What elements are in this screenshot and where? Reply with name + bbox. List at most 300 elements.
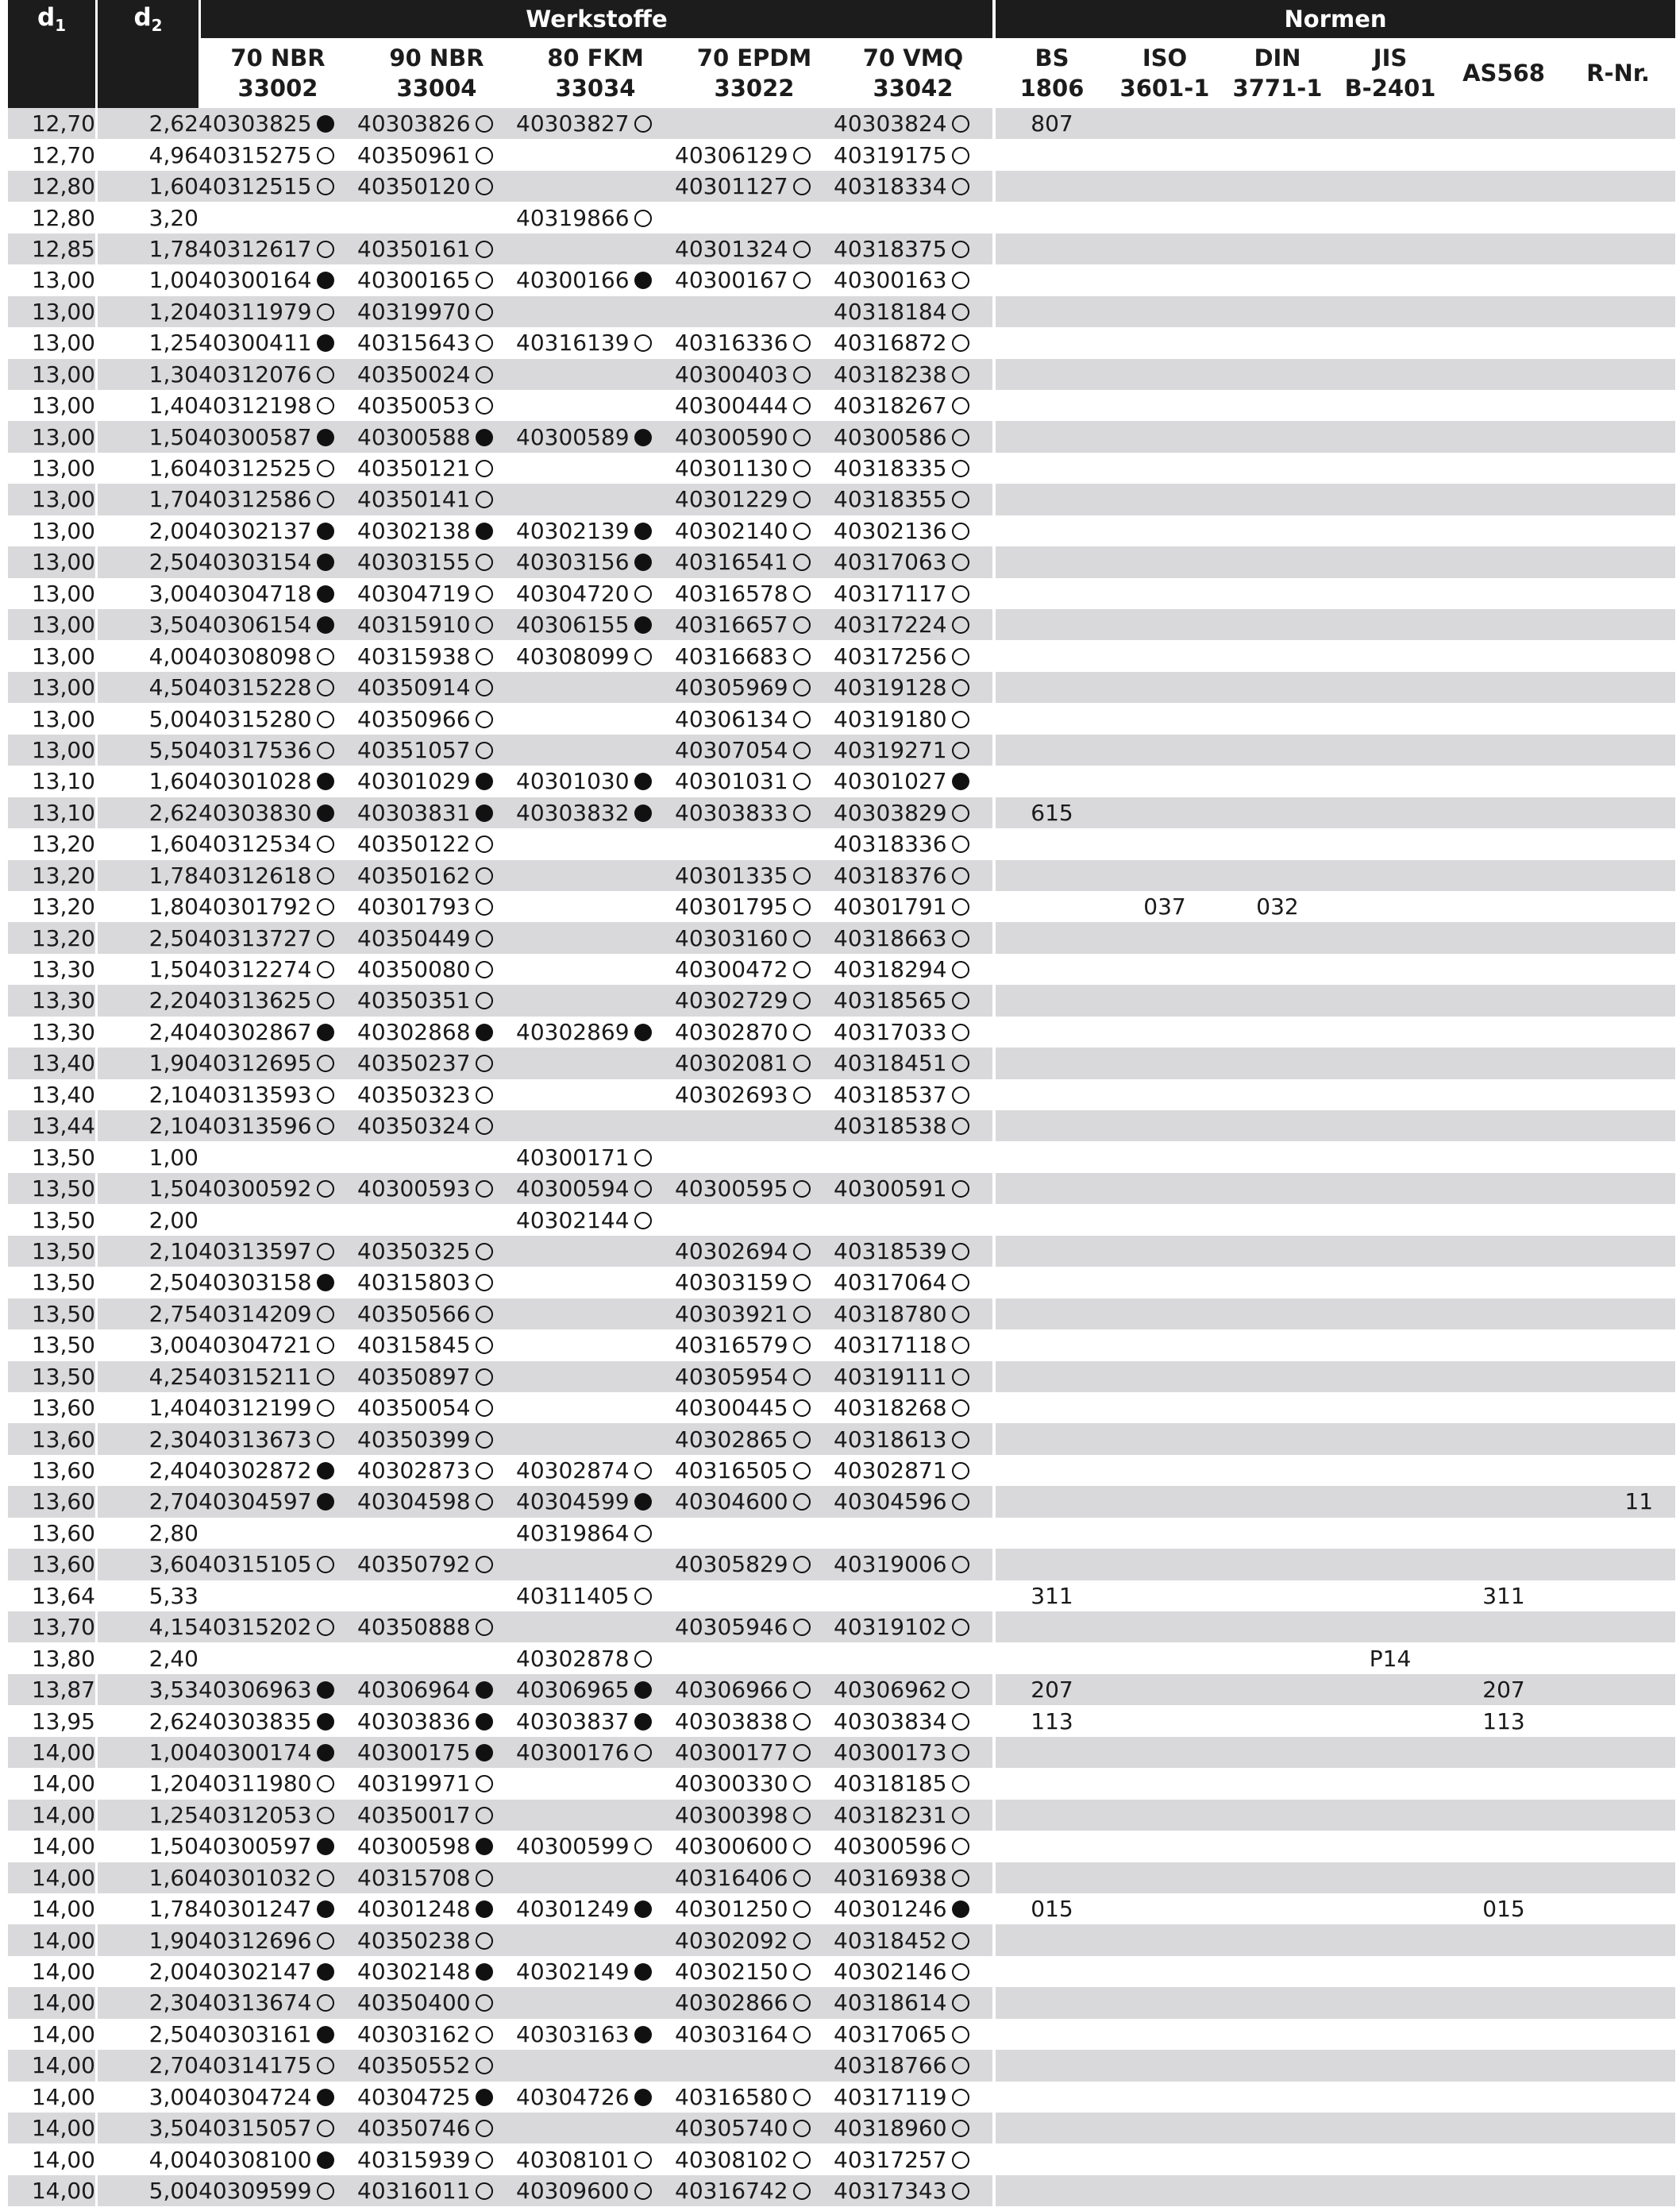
stock-open-circle-icon [476,1274,493,1291]
article-number: 40350351 [357,987,471,1014]
cell-material [198,1549,357,1580]
cell-material [357,2082,516,2113]
cell-norm [1447,2143,1561,2174]
cell-d1: 14,00 [8,1800,95,1831]
stock-open-circle-icon [634,1525,652,1542]
cell-material [834,1361,992,1392]
stock-open-circle-icon [317,898,334,916]
article-number: 40300588 [357,423,471,450]
stock-open-circle-icon [793,1274,811,1291]
cell-d1: 12,80 [8,171,95,202]
stock-open-circle-icon [952,1431,969,1449]
table-row [8,2143,1675,2174]
cell-norm [1108,1924,1221,1955]
table-row [8,2050,1675,2081]
cell-norm [1334,1423,1447,1454]
table-row [8,1017,1675,1048]
material-header-90nbr: 90 NBR 33004 [357,38,516,108]
cell-material [516,1642,675,1673]
stock-filled-circle-icon [317,616,334,634]
cell-norm [1334,2082,1447,2113]
article-number: 40315643 [357,330,471,357]
cell-norm [1334,609,1447,640]
article-number: 40311979 [198,298,312,325]
cell-norm [1108,171,1221,202]
cell-norm [1561,1737,1675,1768]
stock-open-circle-icon [476,334,493,352]
article-number: 40318185 [834,1770,947,1797]
cell-norm [1221,766,1334,797]
article-number: 40350888 [357,1614,471,1641]
cell-norm [1334,327,1447,358]
cell-material [834,1141,992,1172]
stock-open-circle-icon [317,930,334,947]
cell-norm [1108,922,1221,953]
article-number: 40318537 [834,1081,947,1108]
article-number: 40305954 [675,1363,788,1390]
cell-material [834,1079,992,1110]
article-number: 40302137 [198,517,312,544]
cell-norm [996,2175,1108,2206]
cell-norm [996,327,1108,358]
cell-material [516,828,675,859]
cell-material [834,1329,992,1360]
article-number: 40317119 [834,2083,947,2110]
cell-d2: 1,25 [95,327,198,358]
article-number: 40316872 [834,330,947,357]
cell-d1: 13,50 [8,1361,95,1392]
cell-norm [996,2082,1108,2113]
stock-open-circle-icon [793,2151,811,2169]
cell-d1: 14,00 [31,2146,95,2173]
cell-material [198,1298,357,1329]
cell-norm [1447,421,1561,452]
cell-material [357,390,516,421]
cell-material [198,1455,357,1486]
cell-d1: 13,00 [31,517,95,544]
cell-material [198,264,357,295]
table-row [8,2175,1675,2206]
cell-norm [1334,139,1447,170]
stock-open-circle-icon [952,1556,969,1573]
cell-norm [1561,421,1675,452]
article-number: 40350914 [357,674,471,701]
cell-material [357,1862,516,1893]
cell-norm [1447,1768,1561,1799]
table-row [8,828,1675,859]
stock-filled-circle-icon [952,1900,969,1918]
cell-norm [1334,546,1447,577]
article-number: 40302144 [516,1206,630,1233]
cell-norm [1447,640,1561,671]
cell-norm [1221,2113,1334,2143]
stock-filled-circle-icon [317,1493,334,1511]
cell-norm [1108,954,1221,985]
cell-material [357,1423,516,1454]
article-number: 40317224 [834,612,947,639]
cell-norm [1561,828,1675,859]
cell-material [834,1642,992,1673]
cell-material [357,1580,516,1611]
cell-norm [1447,515,1561,546]
stock-filled-circle-icon [634,773,652,790]
cell-norm: 11 [1561,1486,1675,1517]
stock-open-circle-icon [317,1556,334,1573]
cell-material [834,233,992,264]
cell-norm [1108,1361,1221,1392]
cell-norm [1334,922,1447,953]
article-number: 40304599 [516,1488,630,1515]
article-number: 40316541 [675,549,788,576]
cell-norm [1561,1298,1675,1329]
cell-d2: 1,60 [95,766,198,797]
stock-open-circle-icon [793,334,811,352]
stock-open-circle-icon [952,523,969,540]
cell-material [357,1987,516,2018]
cell-d1: 13,60 [31,1519,95,1546]
cell-d1: 13,30 [31,1018,95,1045]
article-number: 40350400 [357,1989,471,2016]
article-number: 40303831 [357,799,471,826]
cell-norm [1221,1580,1334,1611]
stock-open-circle-icon [952,1306,969,1323]
cell-material [834,1048,992,1078]
cell-material [516,1737,675,1768]
stock-open-circle-icon [952,805,969,822]
cell-d2: 3,20 [95,202,198,233]
cell-norm [1561,2175,1675,2206]
cell-material [357,546,516,577]
stock-open-circle-icon [793,1807,811,1824]
stock-filled-circle-icon [317,2089,334,2106]
stock-open-circle-icon [793,1994,811,2012]
cell-material [198,1956,357,1987]
article-number: 40313597 [198,1237,312,1264]
cell-norm [996,1204,1108,1235]
stock-open-circle-icon [952,1994,969,2012]
cell-material [834,1455,992,1486]
stock-open-circle-icon [476,867,493,885]
stock-open-circle-icon [952,679,969,696]
stock-open-circle-icon [793,460,811,477]
cell-d1: 13,60 [31,1457,95,1484]
stock-open-circle-icon [476,1117,493,1135]
cell-material [198,1862,357,1893]
article-number: 40303159 [675,1269,788,1296]
cell-norm [1108,546,1221,577]
norm-header-as568: AS568 [1447,38,1561,108]
cell-norm [1221,922,1334,953]
cell-material [675,264,834,295]
cell-norm [1108,2050,1221,2081]
cell-norm: 207 [1447,1674,1561,1705]
stock-filled-circle-icon [317,585,334,603]
cell-material [357,766,516,797]
cell-d1: 14,00 [8,2050,95,2081]
cell-material [675,1110,834,1141]
stock-open-circle-icon [476,1619,493,1636]
cell-norm [1447,1141,1561,1172]
stock-open-circle-icon [952,616,969,634]
cell-material [357,2175,516,2206]
cell-d1: 13,50 [8,1173,95,1204]
cell-material [834,1017,992,1048]
cell-material [357,735,516,766]
table-row [8,672,1675,703]
cell-material [675,202,834,233]
cell-norm [1561,2082,1675,2113]
stock-open-circle-icon [317,178,334,195]
article-number: 40318614 [834,1989,947,2016]
cell-norm [1108,2019,1221,2050]
cell-material [834,1173,992,1204]
stock-open-circle-icon [317,1775,334,1792]
cell-norm [1108,1110,1221,1141]
cell-norm [1447,922,1561,953]
cell-norm [1447,1110,1561,1141]
cell-norm [1447,1831,1561,1862]
cell-material [198,1831,357,1862]
cell-norm [996,2143,1108,2174]
cell-d2: 1,00 [95,264,198,295]
cell-norm [1108,327,1221,358]
cell-norm [1447,546,1561,577]
stock-open-circle-icon [793,272,811,289]
cell-norm [1221,233,1334,264]
article-number: 40303836 [357,1707,471,1734]
cell-norm [996,1423,1108,1454]
table-row [8,1611,1675,1642]
cell-material [675,1329,834,1360]
cell-norm [1108,1580,1221,1611]
stock-open-circle-icon [476,835,493,853]
cell-material [675,1924,834,1955]
group-norms: Normen [996,0,1675,38]
cell-material [675,1486,834,1517]
cell-material [675,1674,834,1705]
cell-norm [996,2050,1108,2081]
cell-norm [1447,108,1561,139]
article-number: 40303826 [357,110,471,137]
cell-norm [1561,1079,1675,1110]
cell-norm [1334,1298,1447,1329]
cell-norm [1221,484,1334,515]
cell-material [516,296,675,327]
table-row [8,2019,1675,2050]
oring-table [8,0,1675,2206]
cell-norm [1108,1831,1221,1862]
cell-norm [1334,1079,1447,1110]
cell-material [516,578,675,609]
cell-norm [1334,1329,1447,1360]
article-number: 40304596 [834,1488,947,1515]
table-row [8,1236,1675,1267]
article-number: 40300444 [675,392,788,419]
cell-norm [1447,1862,1561,1893]
cell-material [516,2143,675,2174]
table-row [8,1392,1675,1423]
cell-d1: 13,00 [31,455,95,482]
stock-filled-circle-icon [317,1963,334,1981]
stock-filled-circle-icon [476,773,493,790]
cell-norm [996,954,1108,985]
cell-norm [1334,1361,1447,1392]
cell-material [516,1329,675,1360]
cell-norm [996,484,1108,515]
stock-open-circle-icon [476,2182,493,2200]
cell-material [198,640,357,671]
cell-d2: 1,00 [95,1737,198,1768]
article-number: 40318452 [834,1927,947,1954]
cell-norm [1221,1267,1334,1298]
table-row [8,1141,1675,1172]
article-number: 40300164 [198,267,312,294]
article-number: 40315105 [198,1551,312,1578]
cell-norm [1108,202,1221,233]
article-number: 40350080 [357,956,471,983]
article-number: 40303829 [834,799,947,826]
stock-open-circle-icon [952,1681,969,1699]
cell-material [198,202,357,233]
stock-open-circle-icon [476,1462,493,1480]
stock-open-circle-icon [476,1368,493,1386]
cell-material [675,1580,834,1611]
cell-material [198,735,357,766]
cell-material [357,985,516,1016]
article-number: 40302694 [675,1237,788,1264]
stock-open-circle-icon [952,2057,969,2074]
article-number: 40350161 [357,235,471,262]
cell-norm [1108,1800,1221,1831]
article-number: 40306964 [357,1677,471,1704]
cell-material [834,1486,992,1517]
cell-d1: 14,00 [8,2175,95,2206]
cell-norm [1221,797,1334,828]
cell-material [198,1110,357,1141]
cell-material [675,1423,834,1454]
cell-material [357,860,516,891]
cell-material [357,609,516,640]
cell-norm [1108,766,1221,797]
cell-d2: 2,30 [95,1987,198,2018]
stock-filled-circle-icon [634,2089,652,2106]
article-number: 40316406 [675,1864,788,1891]
cell-material [357,1236,516,1267]
stock-filled-circle-icon [634,272,652,289]
stock-open-circle-icon [634,115,652,133]
cell-material [675,1737,834,1768]
stock-open-circle-icon [952,1462,969,1480]
article-number: 40319866 [516,204,630,231]
article-number: 40313727 [198,924,312,951]
article-number: 40302081 [675,1050,788,1077]
cell-material [516,1486,675,1517]
table-body [8,108,1675,2206]
cell-norm [1108,2143,1221,2174]
cell-norm [1447,1800,1561,1831]
cell-material [834,1862,992,1893]
stock-open-circle-icon [952,303,969,321]
cell-norm [1108,1017,1221,1048]
article-number: 40301127 [675,173,788,200]
cell-d1: 14,00 [8,1862,95,1893]
article-number: 40312515 [198,173,312,200]
stock-open-circle-icon [793,1431,811,1449]
cell-norm [1334,1048,1447,1078]
stock-open-circle-icon [476,272,493,289]
stock-open-circle-icon [317,1994,334,2012]
stock-open-circle-icon [476,992,493,1009]
stock-open-circle-icon [317,1431,334,1449]
cell-material [675,233,834,264]
cell-material [675,1893,834,1924]
cell-d1: 13,44 [8,1110,95,1141]
cell-norm [996,1924,1108,1955]
stock-open-circle-icon [952,1024,969,1041]
cell-d1: 14,00 [31,2020,95,2047]
cell-norm [1447,139,1561,170]
cell-norm [1447,171,1561,202]
cell-norm [1447,828,1561,859]
stock-filled-circle-icon [317,1274,334,1291]
stock-open-circle-icon [952,1775,969,1792]
stock-open-circle-icon [317,241,334,258]
cell-material [834,1987,992,2018]
stock-open-circle-icon [952,1274,969,1291]
article-number: 40300590 [675,423,788,450]
article-number: 40303838 [675,1707,788,1734]
cell-material [357,640,516,671]
stock-open-circle-icon [793,805,811,822]
cell-norm [1221,1705,1334,1736]
stock-open-circle-icon [476,1807,493,1824]
cell-d2: 1,50 [95,954,198,985]
cell-material [357,171,516,202]
cell-d2: 2,70 [95,1486,198,1517]
cell-material [198,922,357,953]
cell-norm [1221,735,1334,766]
stock-open-circle-icon [793,616,811,634]
article-number: 40300587 [198,423,312,450]
cell-norm [1221,860,1334,891]
cell-norm [1334,171,1447,202]
table-row [8,1862,1675,1893]
cell-norm [1561,735,1675,766]
cell-norm [1561,1423,1675,1454]
stock-open-circle-icon [317,711,334,728]
cell-norm [1447,359,1561,390]
norm-header-rnr: R-Nr. [1561,38,1675,108]
cell-norm [1108,1737,1221,1768]
cell-norm [996,546,1108,577]
cell-norm [1334,797,1447,828]
article-number: 40306962 [834,1677,947,1704]
cell-norm [996,1329,1108,1360]
cell-d1: 13,50 [31,1144,95,1171]
cell-norm [1108,1862,1221,1893]
cell-norm [1334,703,1447,734]
article-number: 40350966 [357,705,471,732]
article-number: 40316505 [675,1457,788,1484]
stock-open-circle-icon [793,1744,811,1761]
stock-open-circle-icon [952,992,969,1009]
cell-norm [996,1768,1108,1799]
article-number: 40315280 [198,705,312,732]
stock-open-circle-icon [317,648,334,666]
cell-norm [1447,735,1561,766]
article-number: 40303158 [198,1269,312,1296]
cell-norm [1221,1173,1334,1204]
